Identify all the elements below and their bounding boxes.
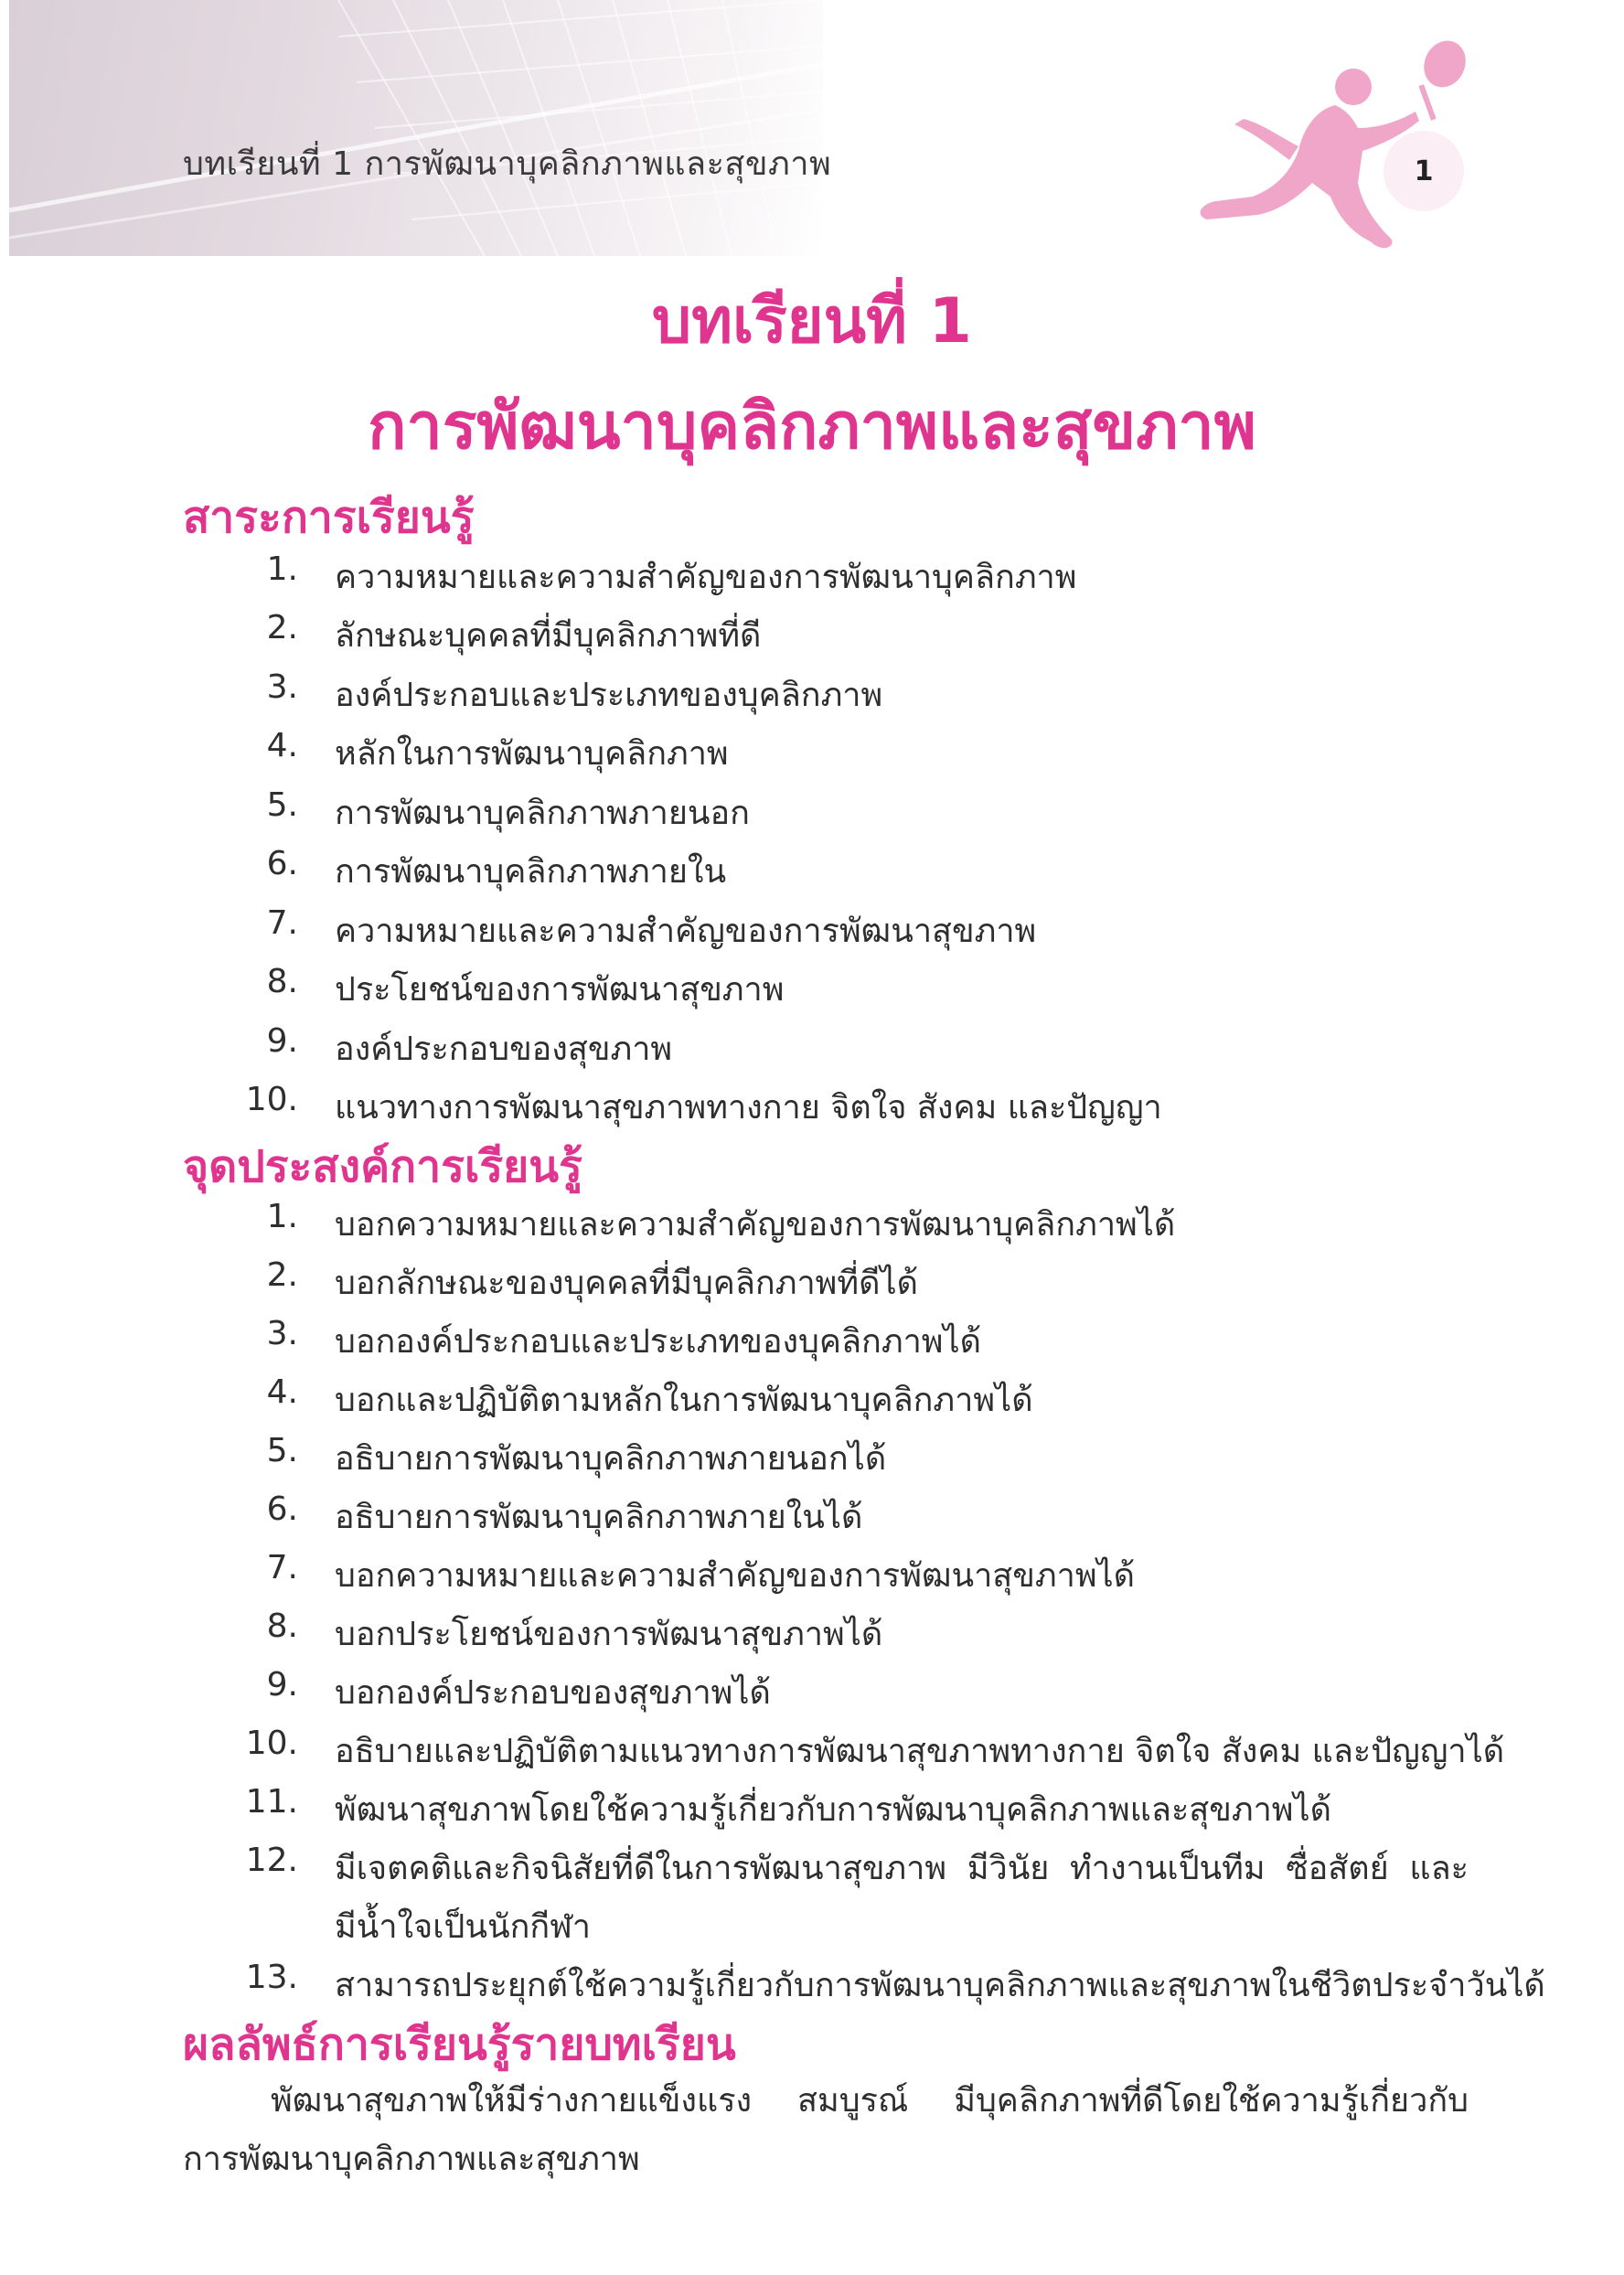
list-text-continuation: มีน้ำใจเป็นนักกีฬา [335, 1908, 592, 1946]
list-item [0, 1081, 1624, 1136]
list-number: 9. [266, 1666, 298, 1704]
list-text: มีเจตคติและกิจนิสัยที่ดีในการพัฒนาสุขภาพ มีวินัย ทำงานเป็นทีม ซื่อสัตย์ และ [335, 1850, 1469, 1887]
list-item [0, 1432, 1624, 1487]
list-number: 12. [245, 1842, 298, 1879]
content-section-heading: สาระการเรียนรู้ [183, 492, 475, 543]
list-number: 9. [266, 1022, 298, 1060]
list-number: 2. [266, 1256, 298, 1294]
net-background-graphic [9, 0, 823, 256]
list-text: หลักในการพัฒนาบุคลิกภาพ [335, 735, 729, 773]
list-number: 6. [266, 1490, 298, 1528]
list-text: บอกองค์ประกอบและประเภทของบุคลิกภาพได้ [335, 1323, 981, 1361]
list-text: การพัฒนาบุคลิกภาพภายนอก [335, 795, 750, 832]
list-number: 6. [266, 845, 298, 882]
list-number: 2. [266, 609, 298, 646]
list-text: ลักษณะบุคคลที่มีบุคลิกภาพที่ดี [335, 617, 762, 655]
list-item [0, 1315, 1624, 1370]
list-text: แนวทางการพัฒนาสุขภาพทางกาย จิตใจ สังคม และปัญญา [335, 1089, 1162, 1127]
list-number: 10. [245, 1725, 298, 1762]
list-item [0, 1666, 1624, 1721]
chapter-subtitle: การพัฒนาบุคลิกภาพและสุขภาพ [368, 389, 1256, 464]
list-item [0, 845, 1624, 900]
list-text: การพัฒนาบุคลิกภาพภายใน [335, 853, 727, 891]
list-item [0, 1490, 1624, 1545]
list-item [0, 786, 1624, 841]
objectives-section-heading: จุดประสงค์การเรียนรู้ [183, 1141, 582, 1192]
list-text: บอกความหมายและความสำคัญของการพัฒนาสุขภาพได้ [335, 1557, 1136, 1595]
list-item [0, 963, 1624, 1018]
list-item [0, 550, 1624, 605]
list-text: ประโยชน์ของการพัฒนาสุขภาพ [335, 971, 785, 1009]
list-number: 7. [266, 1549, 298, 1586]
page-number: 1 [1384, 131, 1464, 211]
list-number: 1. [266, 1198, 298, 1235]
list-item [0, 1373, 1624, 1428]
list-number: 3. [266, 668, 298, 706]
list-text: บอกองค์ประกอบของสุขภาพได้ [335, 1674, 771, 1712]
outcome-paragraph-line: พัฒนาสุขภาพให้มีร่างกายแข็งแรง สมบูรณ์ มีบุคลิกภาพที่ดีโดยใช้ความรู้เกี่ยวกับ [271, 2082, 1469, 2120]
list-text: องค์ประกอบของสุขภาพ [335, 1031, 673, 1068]
list-number: 11. [245, 1783, 298, 1821]
list-number: 10. [245, 1081, 298, 1118]
list-item [0, 668, 1624, 723]
list-item [0, 1256, 1624, 1311]
list-number: 3. [266, 1315, 298, 1352]
list-text: อธิบายและปฏิบัติตามแนวทางการพัฒนาสุขภาพทางกาย จิตใจ สังคม และปัญญาได้ [335, 1733, 1505, 1770]
list-text: บอกและปฏิบัติตามหลักในการพัฒนาบุคลิกภาพได้ [335, 1382, 1033, 1419]
list-number: 5. [266, 1432, 298, 1469]
list-text: อธิบายการพัฒนาบุคลิกภาพภายนอกได้ [335, 1440, 887, 1478]
list-text: บอกลักษณะของบุคคลที่มีบุคลิกภาพที่ดีได้ [335, 1265, 918, 1302]
list-text: พัฒนาสุขภาพโดยใช้ความรู้เกี่ยวกับการพัฒนาบุคลิกภาพและสุขภาพได้ [335, 1791, 1332, 1829]
list-item [0, 609, 1624, 664]
list-item [0, 1725, 1624, 1779]
outcome-section-heading: ผลลัพธ์การเรียนรู้รายบทเรียน [183, 2019, 736, 2070]
list-text: บอกประโยชน์ของการพัฒนาสุขภาพได้ [335, 1616, 883, 1653]
header-banner [9, 0, 823, 256]
list-item [0, 727, 1624, 782]
list-text: บอกความหมายและความสำคัญของการพัฒนาบุคลิกภาพได้ [335, 1206, 1176, 1244]
list-item [0, 1022, 1624, 1077]
list-number: 7. [266, 904, 298, 942]
list-item [0, 1549, 1624, 1604]
list-text: สามารถประยุกต์ใช้ความรู้เกี่ยวกับการพัฒนาบุคลิกภาพและสุขภาพในชีวิตประจำวันได้ [335, 1967, 1545, 2004]
list-number: 13. [245, 1959, 298, 1996]
list-text: ความหมายและความสำคัญของการพัฒนาบุคลิกภาพ [335, 559, 1077, 596]
list-item [0, 1783, 1624, 1838]
list-item [0, 1842, 1624, 1896]
list-text: ความหมายและความสำคัญของการพัฒนาสุขภาพ [335, 913, 1037, 950]
outcome-paragraph-line: การพัฒนาบุคลิกภาพและสุขภาพ [183, 2141, 640, 2178]
list-number: 4. [266, 1373, 298, 1411]
chapter-title: บทเรียนที่ 1 [652, 285, 972, 358]
list-item [0, 1198, 1624, 1253]
list-number: 1. [266, 550, 298, 588]
running-head: บทเรียนที่ 1 การพัฒนาบุคลิกภาพและสุขภาพ [183, 145, 832, 183]
list-item [0, 1959, 1624, 2013]
list-item [0, 904, 1624, 959]
list-item [0, 1607, 1624, 1662]
list-number: 4. [266, 727, 298, 764]
list-text: อธิบายการพัฒนาบุคลิกภาพภายในได้ [335, 1499, 863, 1536]
list-number: 8. [266, 1607, 298, 1645]
list-text: องค์ประกอบและประเภทของบุคลิกภาพ [335, 677, 883, 714]
list-number: 8. [266, 963, 298, 1000]
list-number: 5. [266, 786, 298, 824]
